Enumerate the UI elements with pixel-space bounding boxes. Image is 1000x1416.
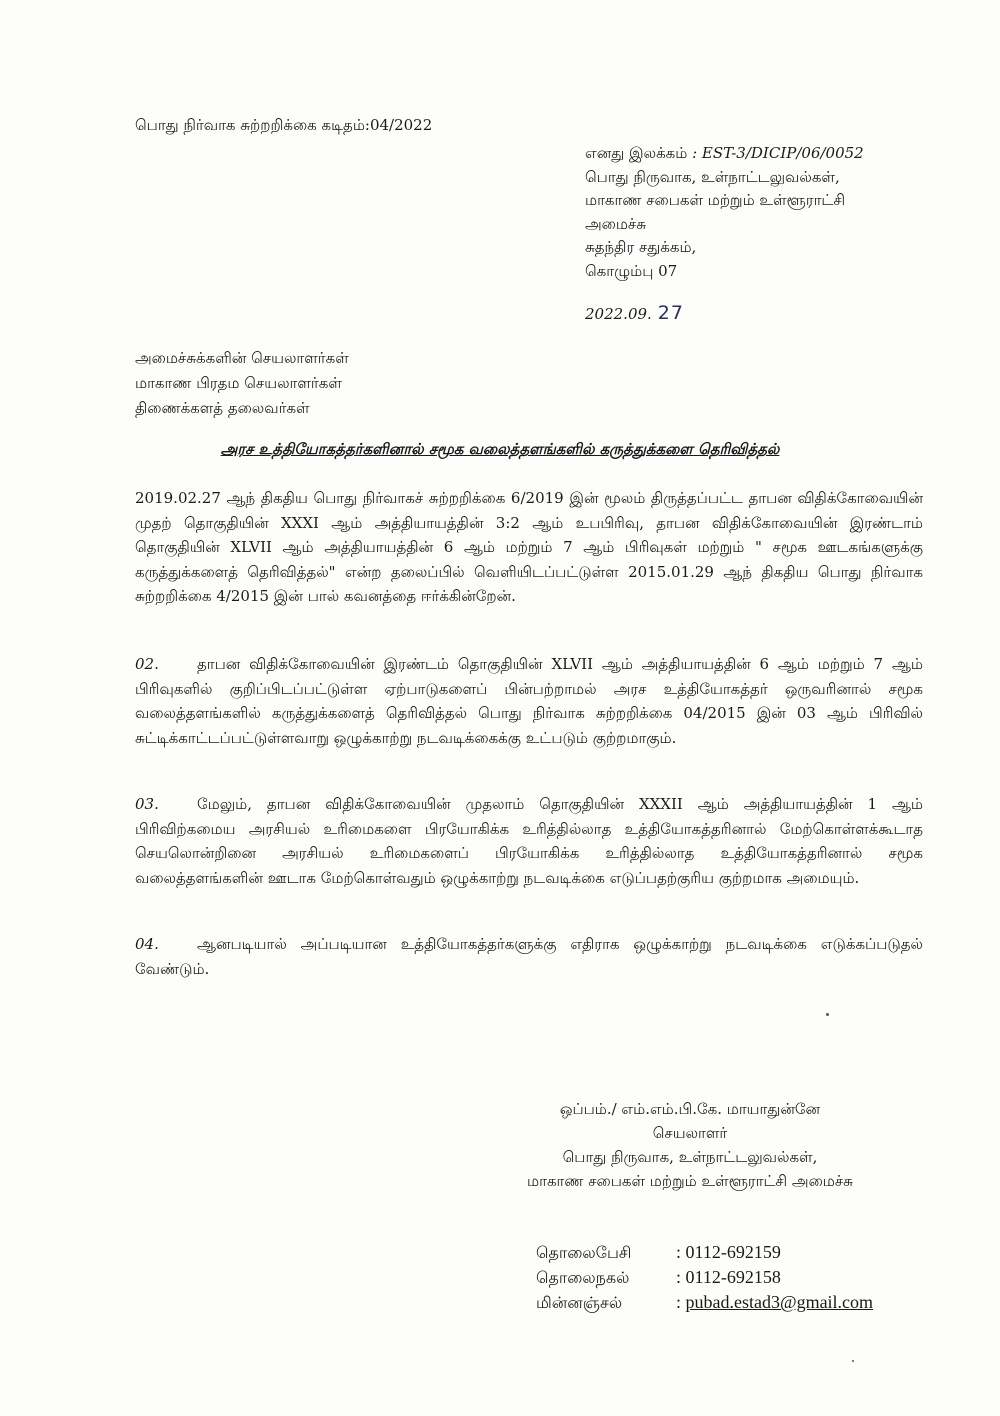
date-printed: 2022.09. — [585, 305, 652, 323]
reference-label: எனது இலக்கம் — [585, 144, 688, 162]
recipient-line: அமைச்சுக்களின் செயலாளர்கள் — [135, 349, 349, 367]
signatory-ministry-line: பொது நிருவாக, உள்நாட்டலுவல்கள், — [562, 1148, 818, 1166]
contact-block — [536, 1240, 873, 1315]
date-handwritten-day: 27 — [657, 302, 684, 324]
contact-value: : — [676, 1292, 686, 1312]
contact-phone — [536, 1240, 873, 1265]
paragraph-2 — [135, 652, 923, 750]
letter-date — [585, 302, 684, 324]
contact-label: தொலைநகல் — [536, 1268, 630, 1287]
email-link[interactable]: pubad.estad3@gmail.com — [685, 1292, 874, 1312]
paragraph-text: 2019.02.27 ஆந் திகதிய பொது நிர்வாகச் சுற்றறிக்கை 6/2019 இன் மூலம் திருத்தப்பட்ட தாபன விதிக்கோவையின் முதற் தொகுதியின் XXXI ஆம் அத்தியாயத்தின் 3:2 ஆம் உபபிரிவு, தாபன விதிக்கோவையின் இரண்டாம் தொகுதியின் XLVII ஆம் அத்தியாயத்தின் 6 ஆம் மற்றும் 7 ஆம் பிரிவுகள் மற்றும் " சமூக ஊடகங்களுக்கு கருத்துக்களைத் தெரிவித்தல்" என்ற தலைப்பில் வெளியிடப்பட்டுள்ள 2015.01.29 ஆந் திகதிய பொது நிர்வாக சுற்றறிக்கை 4/2015 இன் பால் கவனத்தை ஈர்க்கின்றேன். — [135, 489, 923, 605]
paragraph-text: மேலும், தாபன விதிக்கோவையின் முதலாம் தொகுதியின் XXXII ஆம் அத்தியாயத்தின் 1 ஆம் பிரிவிற்கமைய அரசியல் உரிமைகளை பிரயோகிக்க உரித்தில்லாத உத்தியோகத்தரினால் மேற்கொள்ளக்கூடாத செயலொன்றினை அரசியல் உரிமைகளைப் பிரயோகிக்க உரித்தில்லாத உத்தியோகத்தரினால் சமூக வலைத்தளங்களின் ஊடாக மேற்கொள்வதும் ஒழுக்காற்று நடவடிக்கை எடுப்பதற்குரிய குற்றமாக அமையும். — [135, 795, 923, 887]
recipient-line: திணைக்களத் தலைவர்கள் — [135, 399, 310, 417]
contact-value: : 0112-692159 — [676, 1242, 781, 1262]
contact-fax — [536, 1265, 873, 1290]
signatory-ministry-line: மாகாண சபைகள் மற்றும் உள்ளூராட்சி அமைச்சு — [527, 1172, 853, 1190]
scan-speck — [852, 1360, 854, 1362]
contact-label: தொலைபேசி — [536, 1243, 632, 1262]
recipients-block — [135, 346, 349, 421]
sender-address-block — [585, 142, 864, 283]
sender-line: சுதந்திர சதுக்கம், — [585, 238, 697, 256]
paragraph-1 — [135, 486, 923, 609]
sender-line: அமைச்சு — [585, 214, 647, 233]
paragraph-text: தாபன விதிக்கோவையின் இரண்டம் தொகுதியின் XLVII ஆம் அத்தியாயத்தின் 6 ஆம் மற்றும் 7 ஆம் பிரிவுகளில் குறிப்பிடப்பட்டுள்ள ஏற்பாடுகளைப் பின்பற்றாமல் அரச உத்தியோகத்தர் ஒருவரினால் சமூக வலைத்தளங்களில் கருத்துக்களைத் தெரிவித்தல் பொது நிர்வாக சுற்றறிக்கை 04/2015 இன் 03 ஆம் பிரிவில் சுட்டிக்காட்டப்பட்டுள்ளவாறு ஒழுக்காற்று நடவடிக்கைக்கு உட்படும் குற்றமாகும். — [135, 655, 923, 747]
contact-value: : 0112-692158 — [676, 1267, 781, 1287]
letter-subject: அரச உத்தியோகத்தர்களினால் சமூக வலைத்தளங்களில் கருத்துக்களை தெரிவித்தல் — [220, 440, 780, 458]
paragraph-number: 03. — [135, 795, 159, 813]
circular-number: பொது நிர்வாக சுற்றறிக்கை கடிதம்:04/2022 — [135, 116, 433, 134]
scan-speck — [826, 1013, 829, 1016]
paragraph-number: 02. — [135, 655, 159, 673]
signature-block — [470, 1097, 910, 1193]
sender-line: கொழும்பு 07 — [585, 261, 678, 280]
contact-label: மின்னஞ்சல் — [536, 1293, 623, 1312]
signed-by: ஒப்பம்./ எம்.எம்.பி.கே. மாயாதுன்னே — [559, 1100, 821, 1118]
recipient-line: மாகாண பிரதம செயலாளர்கள் — [135, 374, 342, 392]
paragraph-4 — [135, 932, 923, 981]
contact-email — [536, 1290, 873, 1315]
signatory-title: செயலாளர் — [652, 1124, 728, 1142]
sender-line: பொது நிருவாக, உள்நாட்டலுவல்கள், — [585, 167, 840, 186]
reference-number-line — [585, 142, 864, 166]
paragraph-number: 04. — [135, 935, 159, 953]
paragraph-3 — [135, 792, 923, 890]
paragraph-text: ஆனபடியால் அப்படியான உத்தியோகத்தர்களுக்கு எதிராக ஒழுக்காற்று நடவடிக்கை எடுக்கப்படுதல் வேண்டும். — [135, 935, 923, 978]
sender-line: மாகாண சபைகள் மற்றும் உள்ளூராட்சி — [585, 191, 846, 209]
reference-value: : EST-3/DICIP/06/0052 — [692, 144, 864, 162]
